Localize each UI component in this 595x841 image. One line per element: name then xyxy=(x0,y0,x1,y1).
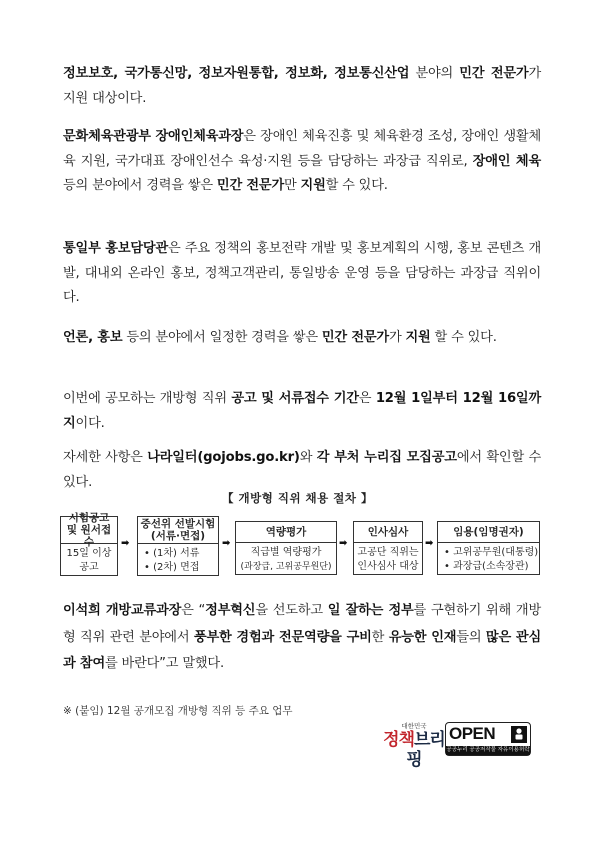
text: 은 xyxy=(358,391,376,406)
step-line: 공고 xyxy=(79,562,99,573)
bold-text: 통일부 홍보담당관 xyxy=(63,241,169,256)
step-line: 직급별 역량평가 xyxy=(250,547,322,558)
logo-part: 브리핑 xyxy=(406,730,445,770)
arrow-icon: ➡ xyxy=(222,538,231,549)
bold-text: 이석희 개방교류과장 xyxy=(63,603,182,618)
bold-text: 공고 및 서류접수 기간 xyxy=(231,391,359,406)
arrow-icon: ➡ xyxy=(425,538,434,549)
text: 자세한 사항은 xyxy=(63,450,148,465)
attachment-note: ※ (붙임) 12월 공개모집 개방형 직위 등 주요 업무 xyxy=(63,705,293,717)
procedure-title: 【 개방형 직위 채용 절차 】 xyxy=(222,491,373,505)
bold-text: 많은 관심과 참여 xyxy=(63,629,541,671)
procedure-step-3 xyxy=(235,521,337,575)
bold-text: 유능한 인재 xyxy=(388,629,457,645)
bold-text: 언론, 홍보 xyxy=(63,330,123,345)
logo-wordmark xyxy=(378,730,450,770)
step-body xyxy=(138,544,218,575)
text: 분야의 xyxy=(409,66,460,81)
text: 이다. xyxy=(75,415,105,431)
text: 은 “ xyxy=(181,603,206,618)
bold-text: 풍부한 경험과 전문역량을 구비 xyxy=(193,629,372,645)
text: 할 수 있다. xyxy=(430,330,497,345)
step-head: 임용(임명권자) xyxy=(438,522,539,543)
text: 가 xyxy=(388,330,406,345)
person-icon xyxy=(511,726,527,743)
text: 한 xyxy=(371,629,389,645)
text: 가 지원 대상이다. xyxy=(63,66,541,106)
step-line: 인사심사 대상 xyxy=(357,561,419,572)
bold-text: 지원 xyxy=(405,330,431,345)
bold-text: 민간 전문가 xyxy=(321,330,389,345)
procedure-step-1 xyxy=(60,512,118,576)
paragraph-3 xyxy=(63,237,541,311)
step-head: 인사심사 xyxy=(354,522,422,543)
open-word: OPEN xyxy=(449,724,496,743)
paragraph-2 xyxy=(63,125,541,199)
step-line: • (2차) 면접 xyxy=(144,562,200,573)
step-line: 15일 이상 xyxy=(66,548,112,559)
procedure-step-2 xyxy=(137,516,219,576)
kogl-open-badge xyxy=(445,722,531,756)
paragraph-6 xyxy=(63,446,541,495)
logo-part: 정책 xyxy=(383,730,414,750)
step-body xyxy=(61,544,117,575)
step-head: 중선위 선발시험 (서류·면접) xyxy=(138,517,218,544)
arrow-icon: ➡ xyxy=(339,538,348,549)
bold-text: 일 잘하는 정부 xyxy=(327,603,414,618)
bold-text: 지원 xyxy=(300,178,326,193)
open-caption: 공공누리 공공저작물 자유이용허락 xyxy=(446,747,530,753)
step-body xyxy=(438,543,539,574)
text: 만 xyxy=(284,178,301,193)
bold-text: 문화체육관광부 장애인체육과장 xyxy=(63,129,244,144)
text: 들의 xyxy=(456,629,486,645)
text: 를 구현하기 위해 개방형 직위 관련 분야에서 xyxy=(63,603,541,645)
arrow-icon: ➡ xyxy=(121,538,130,549)
step-line: • (1차) 서류 xyxy=(144,548,200,559)
bold-text: 12월 1일부터 12월 16일까지 xyxy=(63,391,542,431)
text: 할 수 있다. xyxy=(325,178,388,193)
bold-text: 장애인 체육 xyxy=(472,153,541,169)
bold-text: 나라일터(gojobs.go.kr) xyxy=(147,450,300,465)
paragraph-5 xyxy=(63,387,541,436)
procedure-step-4 xyxy=(353,521,423,575)
step-line: • 과장급(소속장관) xyxy=(444,561,529,572)
step-line: • 고위공무원(대통령) xyxy=(444,547,539,558)
text: 를 바란다”고 말했다. xyxy=(105,656,224,671)
step-body xyxy=(354,543,422,574)
bold-text: 민간 전문가 xyxy=(216,178,284,193)
step-head: 시험공고 및 원서접수 xyxy=(61,517,117,544)
policy-briefing-logo xyxy=(378,722,450,770)
text: 등의 분야에서 경력을 쌓은 xyxy=(63,178,217,193)
paragraph-7 xyxy=(63,598,541,678)
bold-text: 정보보호, 국가통신망, 정보자원통합, 정보화, 정보통신산업 xyxy=(63,66,410,81)
logo-subtitle: 대한민국 xyxy=(401,722,427,730)
bold-text: 민간 전문가 xyxy=(459,66,529,81)
paragraph-1 xyxy=(63,62,541,111)
step-line: 고공단 직위는 xyxy=(357,547,419,558)
text: 은 주요 정책의 홍보전략 개발 및 홍보계획의 시행, 홍보 콘텐츠 개발, 대내외 온라인 홍보, 정책고객관리, 통일방송 운영 등을 담당하는 과장급 직위이다. xyxy=(63,241,541,305)
text: 을 선도하고 xyxy=(255,603,328,618)
step-head: 역량평가 xyxy=(236,522,336,543)
text: 에서 확인할 수 있다. xyxy=(63,450,541,490)
text: 등의 분야에서 일정한 경력을 쌓은 xyxy=(122,330,322,345)
step-body xyxy=(236,543,336,574)
step-line: (과장급, 고위공무원단) xyxy=(240,562,332,572)
bold-text: 각 부처 누리집 모집공고 xyxy=(316,450,457,465)
text: 이번에 공모하는 개방형 직위 xyxy=(63,391,232,406)
text: 은 장애인 체육진흥 및 체육환경 조성, 장애인 생활체육 지원, 국가대표 장애인선수 육성·지원 등을 담당하는 과장급 직위로, xyxy=(63,129,541,169)
bold-text: 정부혁신 xyxy=(205,603,256,618)
paragraph-4 xyxy=(63,326,541,351)
procedure-step-5 xyxy=(437,521,540,575)
text: 와 xyxy=(299,450,317,465)
